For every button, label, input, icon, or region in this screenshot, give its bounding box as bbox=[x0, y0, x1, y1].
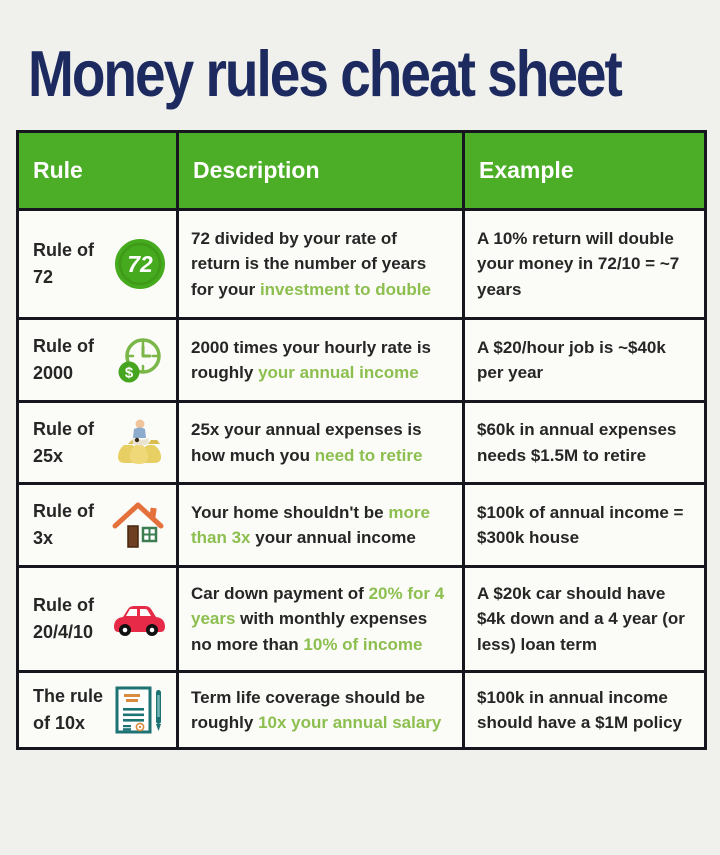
svg-text:$: $ bbox=[124, 364, 134, 382]
house-icon bbox=[110, 499, 166, 551]
rule-cell bbox=[18, 402, 178, 484]
description-accent-text: need to retire bbox=[314, 445, 423, 465]
insurance-policy-icon bbox=[112, 683, 166, 737]
rule-label: Rule of 20/4/10 bbox=[33, 595, 94, 642]
rule-cell bbox=[18, 672, 178, 749]
description-text: Term life coverage should be roughly bbox=[191, 687, 425, 732]
description-accent-text: your annual income bbox=[258, 363, 419, 382]
table-row bbox=[18, 402, 706, 484]
rule-label: Rule of 25x bbox=[33, 418, 94, 466]
rule-label: Rule of 3x bbox=[33, 501, 94, 548]
description-cell bbox=[178, 210, 464, 319]
description-text: your annual income bbox=[250, 528, 416, 547]
svg-text:72: 72 bbox=[127, 251, 153, 277]
rule-label: Rule of 72 bbox=[33, 240, 94, 287]
description-accent-text: more than 3x bbox=[191, 502, 430, 547]
table-row bbox=[18, 210, 706, 319]
table-header bbox=[18, 132, 706, 210]
description-cell bbox=[178, 402, 464, 484]
table-row bbox=[18, 319, 706, 402]
rule-cell bbox=[18, 210, 178, 319]
rule-label: Rule of 2000 bbox=[33, 336, 94, 383]
rule-cell bbox=[18, 319, 178, 402]
description-text: 72 divided by your rate of return is the number of years for your bbox=[191, 229, 427, 299]
description-cell bbox=[178, 672, 464, 749]
description-text: 25x your annual expenses is how much you bbox=[191, 420, 422, 465]
example-cell: A $20/hour job is ~$40k per year bbox=[464, 319, 706, 402]
red-car-icon bbox=[110, 597, 166, 641]
description-text: Car down payment of bbox=[191, 584, 369, 604]
page-title: Money rules cheat sheet bbox=[28, 37, 621, 111]
money-bags-person-icon bbox=[114, 415, 166, 471]
badge-72-icon bbox=[114, 238, 166, 290]
description-accent-text: 20% for 4 years bbox=[191, 584, 445, 629]
example-cell: $100k in annual income should have a $1M policy bbox=[464, 672, 706, 749]
example-cell: A 10% return will double your money in 72/10 = ~7 years bbox=[464, 210, 706, 319]
description-accent-text: investment to double bbox=[259, 279, 431, 299]
example-cell: A $20k car should have $4k down and a 4 year (or less) loan term bbox=[464, 567, 706, 672]
money-rules-table bbox=[16, 130, 707, 750]
clock-dollar-icon bbox=[114, 334, 166, 386]
header-rule: Rule bbox=[18, 132, 178, 210]
rule-label: The rule of 10x bbox=[33, 686, 104, 733]
description-accent-text: 10% of income bbox=[303, 634, 423, 654]
table-row bbox=[18, 567, 706, 672]
rule-cell bbox=[18, 567, 178, 672]
description-cell bbox=[178, 484, 464, 567]
example-cell: $60k in annual expenses needs $1.5M to retire bbox=[464, 402, 706, 484]
table-row bbox=[18, 672, 706, 749]
table-row bbox=[18, 484, 706, 567]
description-text: Your home shouldn't be bbox=[191, 502, 389, 522]
description-accent-text: 10x your annual salary bbox=[258, 713, 442, 732]
header-description: Description bbox=[178, 132, 464, 210]
description-cell bbox=[178, 319, 464, 402]
description-text: 2000 times your hourly rate is roughly bbox=[191, 337, 431, 382]
rule-cell bbox=[18, 484, 178, 567]
example-cell: $100k of annual income = $300k house bbox=[464, 484, 706, 567]
header-example: Example bbox=[464, 132, 706, 210]
description-text: with monthly expenses no more than bbox=[191, 609, 428, 654]
description-cell bbox=[178, 567, 464, 672]
